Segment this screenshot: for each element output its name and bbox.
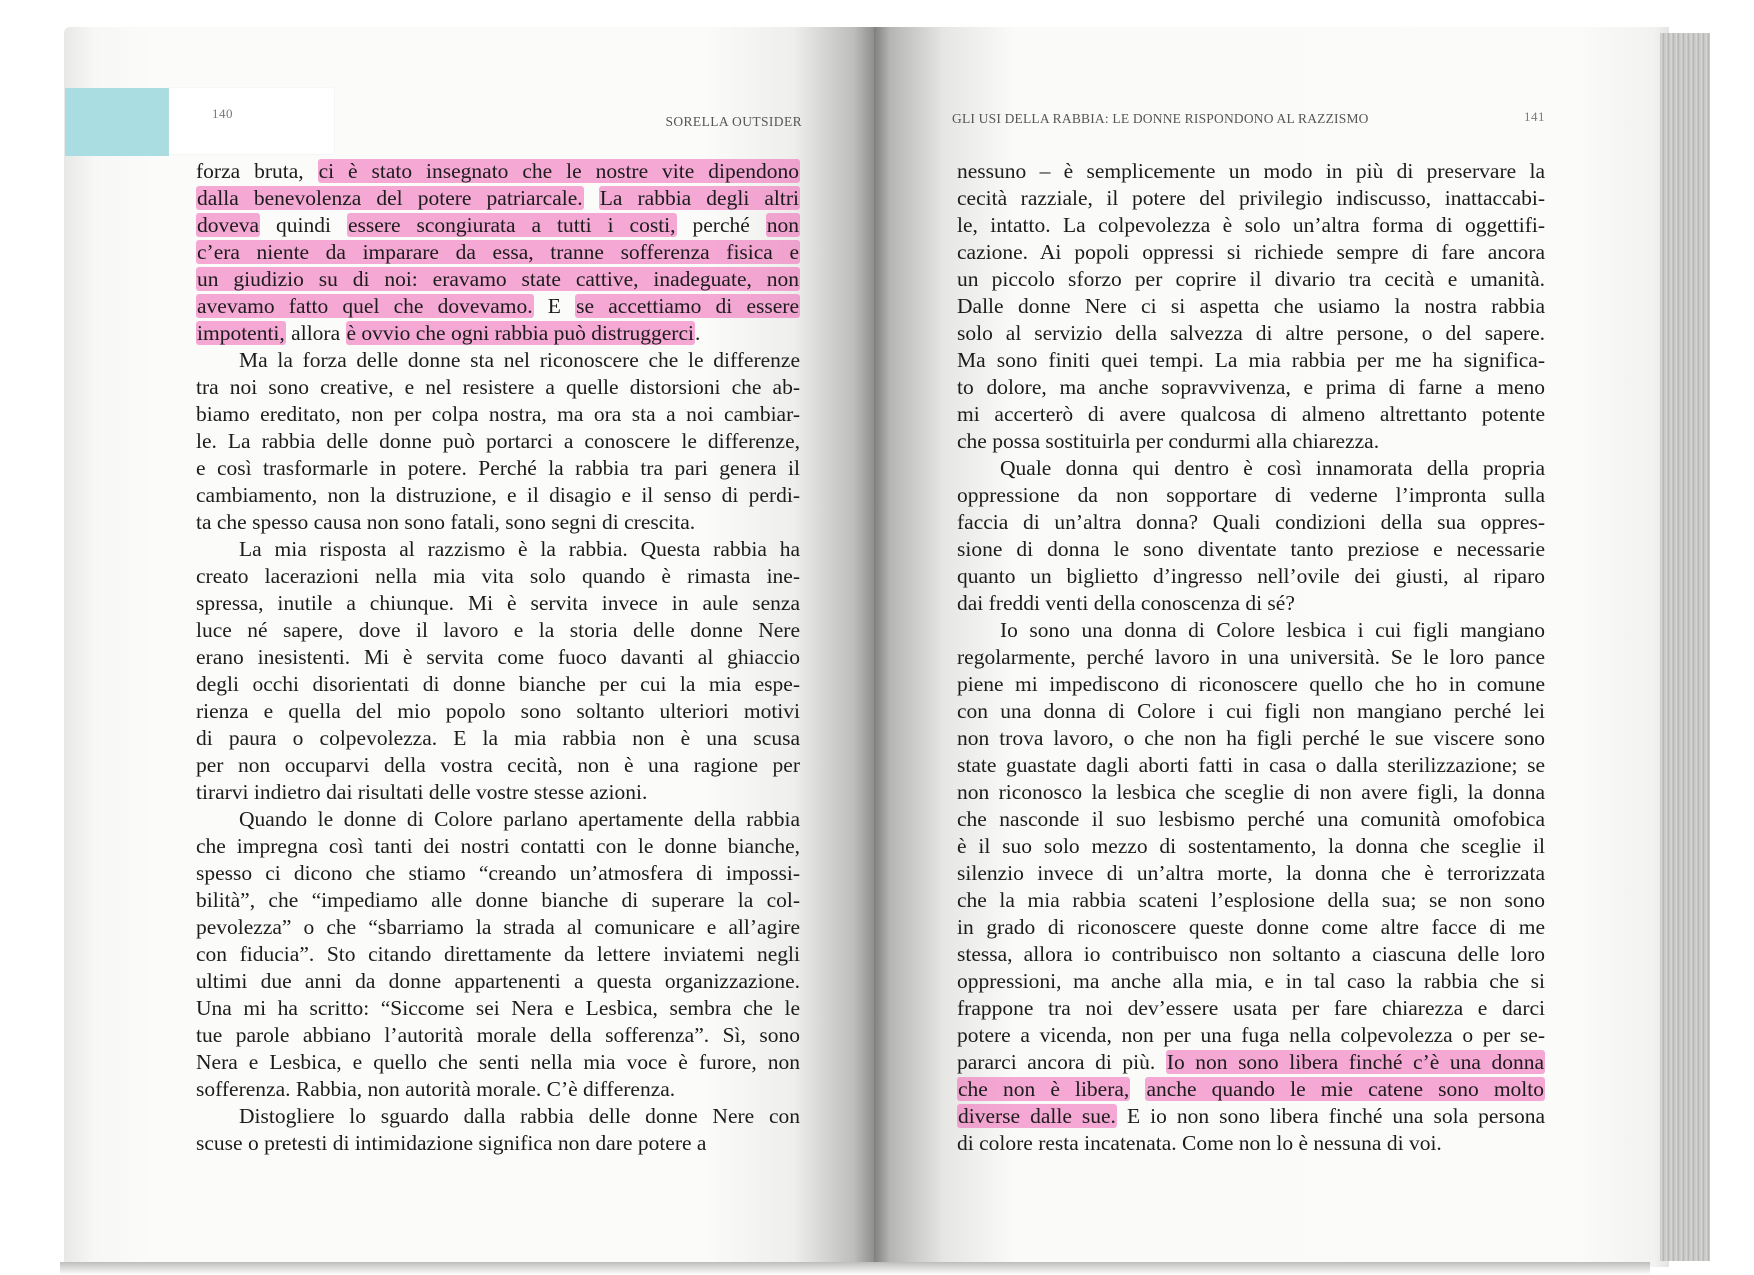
text-run: degli occhi disorientati di donne bianche per cui la mia espe- xyxy=(196,672,800,696)
text-line xyxy=(957,185,1545,212)
text-line xyxy=(957,482,1545,509)
text-run: erano inesistenti. Mi è servita come fuoco davanti al ghiaccio xyxy=(196,645,800,669)
text-line xyxy=(957,212,1545,239)
text-run: piene mi impediscono di riconoscere quello che ho in comune xyxy=(957,672,1545,696)
left-page-number: 140 xyxy=(212,106,233,121)
text-run xyxy=(1130,1077,1145,1101)
text-run: silenzio invece di un’altra morte, la donna che è terrorizzata xyxy=(957,861,1545,885)
text-run: tra noi sono creative, e nel resistere a quelle distorsioni che ab- xyxy=(196,375,800,399)
text-run: biamo ereditato, non per colpa nostra, ma ora sta a noi cambiar- xyxy=(196,402,800,426)
highlighted-text: essere scongiurata a tutti i costi, xyxy=(347,213,676,237)
text-line xyxy=(957,455,1545,482)
white-sticky-note xyxy=(169,88,334,154)
text-line xyxy=(957,860,1545,887)
text-line xyxy=(957,644,1545,671)
text-line xyxy=(196,914,800,941)
text-run: un piccolo sforzo per coprire il divario tra cecità e umanità. xyxy=(957,267,1545,291)
text-run: spressa, inutile a chiunque. Mi è servita invece in aule senza xyxy=(196,591,800,615)
text-line xyxy=(957,590,1545,617)
text-line xyxy=(957,509,1545,536)
text-run: La mia risposta al razzismo è la rabbia. Questa rabbia ha xyxy=(196,537,800,561)
text-run: cazione. Ai popoli oppressi si richiede sempre di fare ancora xyxy=(957,240,1545,264)
text-line xyxy=(957,563,1545,590)
text-line xyxy=(957,671,1545,698)
highlighted-text: dalla benevolenza del potere patriarcale. xyxy=(197,186,583,210)
text-run: to dolore, ma anche sopravvivenza, e prima di farne a meno xyxy=(957,375,1545,399)
text-line xyxy=(957,401,1545,428)
text-run: regolarmente, perché lavoro in una università. Se le loro pance xyxy=(957,645,1545,669)
text-line xyxy=(957,833,1545,860)
blue-sticky-tab xyxy=(65,88,169,156)
highlighted-text: diverse dalle sue. xyxy=(958,1104,1116,1128)
text-run: che possa sostituirla per condurmi alla chiarezza. xyxy=(957,429,1380,453)
text-line xyxy=(957,941,1545,968)
text-line xyxy=(196,1076,800,1103)
highlighted-text: c’era niente da imparare da essa, tranne sofferenza fisica e xyxy=(197,240,799,264)
text-run: bilità”, che “impediamo alle donne bianche di superare la col- xyxy=(196,888,800,912)
text-line xyxy=(196,536,800,563)
text-run: non trova lavoro, o che non ha figli perché le sue viscere sono xyxy=(957,726,1545,750)
highlighted-text: è ovvio che ogni rabbia può distruggerci xyxy=(346,321,694,345)
text-line xyxy=(196,239,800,266)
text-line xyxy=(196,293,800,320)
text-run: pevolezza” o che “sbarriamo la strada al comunicare e all’agire xyxy=(196,915,800,939)
text-run: e così trasformarle in potere. Perché la rabbia tra pari genera il xyxy=(196,456,800,480)
highlighted-text: impotenti, xyxy=(197,321,285,345)
text-run: nessuno – è semplicemente un modo in più di preservare la xyxy=(957,159,1545,183)
text-line xyxy=(196,347,800,374)
text-run: tue parole abbiano l’autorità morale della sofferenza”. Sì, sono xyxy=(196,1023,800,1047)
text-run: frappone tra noi dev’essere usata per fare chiarezza e darci xyxy=(957,996,1545,1020)
text-line xyxy=(957,698,1545,725)
text-run: state guastate dagli aborti fatti in casa o dalla sterilizzazione; se xyxy=(957,753,1545,777)
text-run: cambiamento, non la distruzione, e il disagio e il senso di perdi- xyxy=(196,483,800,507)
text-line xyxy=(957,887,1545,914)
text-run: sofferenza. Rabbia, non autorità morale. C’è differenza. xyxy=(196,1077,676,1101)
text-line xyxy=(196,698,800,725)
text-line xyxy=(196,752,800,779)
text-line xyxy=(196,995,800,1022)
text-run: perché xyxy=(676,213,766,237)
text-line xyxy=(196,320,800,347)
text-line xyxy=(957,293,1545,320)
text-line xyxy=(957,1130,1545,1157)
text-line xyxy=(196,590,800,617)
text-run: quanto un biglietto d’ingresso nell’ovile dei giusti, al riparo xyxy=(957,564,1545,588)
text-line xyxy=(196,806,800,833)
text-run: spesso ci dicono che stiamo “creando un’atmosfera di impossi- xyxy=(196,861,800,885)
text-run: Io sono una donna di Colore lesbica i cui figli mangiano xyxy=(957,618,1545,642)
text-line xyxy=(957,779,1545,806)
left-running-header: SORELLA OUTSIDER xyxy=(665,114,802,129)
text-line xyxy=(196,374,800,401)
text-line xyxy=(957,1049,1545,1076)
highlighted-text: Io non sono libera finché c’è una donna xyxy=(1166,1050,1544,1074)
text-run: Ma la forza delle donne sta nel riconoscere che le differenze xyxy=(196,348,800,372)
text-line xyxy=(196,158,800,185)
text-run: Quando le donne di Colore parlano apertamente della rabbia xyxy=(196,807,800,831)
text-run: le. La rabbia delle donne può portarci a conoscere le differenze, xyxy=(196,429,800,453)
text-run: oppressioni, ma anche alla mia, e in tal caso la rabbia che si xyxy=(957,969,1545,993)
page-edges xyxy=(1660,33,1710,1261)
highlighted-text: anche quando le mie catene sono molto xyxy=(1146,1077,1545,1101)
text-run: Distogliere lo sguardo dalla rabbia delle donne Nere con xyxy=(196,1104,800,1128)
text-run: cecità razziale, il potere del privilegio indiscusso, inattaccabi- xyxy=(957,186,1545,210)
highlighted-text: La rabbia degli altri xyxy=(599,186,799,210)
text-run: Una mi ha scritto: “Siccome sei Nera e Lesbica, sembra che le xyxy=(196,996,800,1020)
text-line xyxy=(957,347,1545,374)
text-line xyxy=(957,806,1545,833)
text-run: con una donna di Colore i cui figli non mangiano perché lei xyxy=(957,699,1545,723)
text-line xyxy=(957,1103,1545,1130)
text-line xyxy=(957,428,1545,455)
text-line xyxy=(957,536,1545,563)
text-run: è il suo solo mezzo di sostentamento, la donna che sceglie il xyxy=(957,834,1545,858)
text-run: Ma sono finiti quei tempi. La mia rabbia per me ha significa- xyxy=(957,348,1545,372)
highlighted-text: avevamo fatto quel che dovevamo. xyxy=(197,294,533,318)
text-run: che nasconde il suo lesbismo perché una comunità omofobica xyxy=(957,807,1545,831)
text-run: in grado di riconoscere queste donne come altre facce di me xyxy=(957,915,1545,939)
text-line xyxy=(957,374,1545,401)
text-run xyxy=(584,186,599,210)
text-run: pararci ancora di più. xyxy=(957,1050,1166,1074)
text-line xyxy=(196,860,800,887)
highlighted-text: un giudizio su di noi: eravamo state cattive, inadeguate, non xyxy=(197,267,799,291)
text-line xyxy=(957,968,1545,995)
text-line xyxy=(196,185,800,212)
text-run: con fiducia”. Sto citando direttamente da lettere inviatemi negli xyxy=(196,942,800,966)
text-run: sione di donna le sono diventate tanto preziose e necessarie xyxy=(957,537,1545,561)
text-line xyxy=(196,266,800,293)
text-run: solo al servizio della salvezza di altre persone, o del sapere. xyxy=(957,321,1545,345)
text-run: rienza e quella del mio popolo sono soltanto ulteriori motivi xyxy=(196,699,800,723)
highlighted-text: non xyxy=(766,213,800,237)
text-line xyxy=(196,482,800,509)
text-run: forza bruta, xyxy=(196,159,318,183)
highlighted-text: ci è stato insegnato che le nostre vite dipendono xyxy=(318,159,799,183)
text-line xyxy=(196,941,800,968)
left-page-body xyxy=(196,158,800,1157)
text-line xyxy=(196,617,800,644)
text-run: per non occuparvi della vostra cecità, non è una ragione per xyxy=(196,753,800,777)
right-running-header: GLI USI DELLA RABBIA: LE DONNE RISPONDONO AL RAZZISMO xyxy=(952,111,1369,126)
right-page-number: 141 xyxy=(1524,109,1545,124)
text-run: tirarvi indietro dai risultati delle vostre stesse azioni. xyxy=(196,780,648,804)
text-line xyxy=(957,752,1545,779)
text-run: Nera e Lesbica, e quello che senti nella mia voce è furore, non xyxy=(196,1050,800,1074)
text-run: ultimi due anni da donne appartenenti a questa organizzazione. xyxy=(196,969,800,993)
text-run: mi accerterò di avere qualcosa di almeno altrettanto potente xyxy=(957,402,1545,426)
text-line xyxy=(196,644,800,671)
text-run: . xyxy=(695,321,701,345)
text-line xyxy=(196,671,800,698)
text-line xyxy=(957,914,1545,941)
text-run: di paura o colpevolezza. E la mia rabbia non è una scusa xyxy=(196,726,800,750)
text-line xyxy=(196,455,800,482)
text-line xyxy=(196,1049,800,1076)
text-run: oppressione da non sopportare di vederne l’impronta sulla xyxy=(957,483,1545,507)
text-run: quindi xyxy=(260,213,347,237)
text-line xyxy=(196,1022,800,1049)
text-line xyxy=(957,1022,1545,1049)
text-line xyxy=(196,887,800,914)
text-line xyxy=(957,617,1545,644)
text-line xyxy=(957,725,1545,752)
text-run: Quale donna qui dentro è così innamorata della propria xyxy=(957,456,1545,480)
text-run: le, intatto. La colpevolezza è solo un’altra forma di oggettifi- xyxy=(957,213,1545,237)
text-run: creato lacerazioni nella mia vita solo quando è rimasta ine- xyxy=(196,564,800,588)
text-line xyxy=(196,401,800,428)
text-run: scuse o pretesti di intimidazione significa non dare potere a xyxy=(196,1131,707,1155)
text-run: ta che spesso causa non sono fatali, sono segni di crescita. xyxy=(196,510,696,534)
highlighted-text: se accettiamo di essere xyxy=(576,294,800,318)
highlighted-text: doveva xyxy=(197,213,260,237)
text-run: luce né sapere, dove il lavoro e la storia delle donne Nere xyxy=(196,618,800,642)
text-run: E xyxy=(533,294,576,318)
text-run: dai freddi venti della conoscenza di sé? xyxy=(957,591,1295,615)
text-run: che la mia rabbia scateni l’esplosione della sua; se non sono xyxy=(957,888,1545,912)
text-line xyxy=(196,779,800,806)
text-run: che impregna così tanti dei nostri contatti con le donne bianche, xyxy=(196,834,800,858)
text-line xyxy=(957,239,1545,266)
right-page-body xyxy=(957,158,1545,1157)
text-line xyxy=(196,509,800,536)
highlighted-text: che non è libera, xyxy=(958,1077,1130,1101)
text-line xyxy=(957,158,1545,185)
text-run: allora xyxy=(285,321,346,345)
text-line xyxy=(196,563,800,590)
text-line xyxy=(957,995,1545,1022)
text-line xyxy=(196,1103,800,1130)
text-run: di colore resta incatenata. Come non lo è nessuna di voi. xyxy=(957,1131,1442,1155)
text-line xyxy=(957,1076,1545,1103)
text-line xyxy=(196,212,800,239)
text-run: non riconosco la lesbica che sceglie di non avere figli, la donna xyxy=(957,780,1545,804)
text-line xyxy=(196,428,800,455)
text-run: E io non sono libera finché una sola persona xyxy=(1116,1104,1545,1128)
text-run: faccia di un’altra donna? Quali condizioni della sua oppres- xyxy=(957,510,1545,534)
text-run: potere a vicenda, non per una fuga nella colpevolezza o per se- xyxy=(957,1023,1545,1047)
text-run: stessa, allora io contribuisco non soltanto a ciascuna delle loro xyxy=(957,942,1545,966)
text-line xyxy=(196,968,800,995)
text-line xyxy=(196,833,800,860)
bottom-shadow xyxy=(60,1262,1650,1275)
text-run: Dalle donne Nere ci si aspetta che usiamo la nostra rabbia xyxy=(957,294,1545,318)
text-line xyxy=(957,320,1545,347)
text-line xyxy=(196,725,800,752)
text-line xyxy=(957,266,1545,293)
text-line xyxy=(196,1130,800,1157)
